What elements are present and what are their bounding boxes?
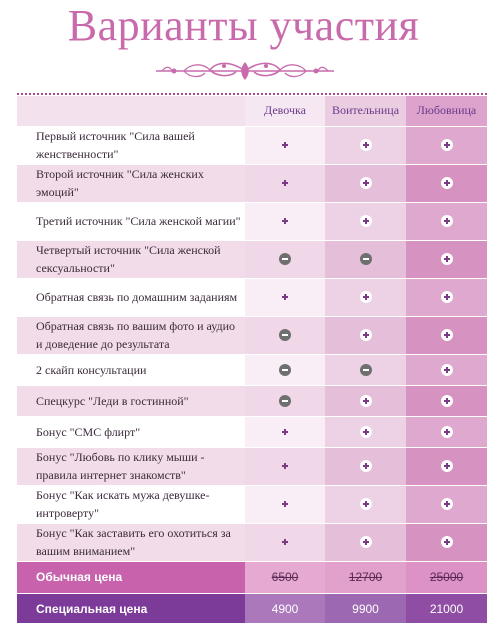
feature-cell-devochka bbox=[245, 316, 325, 354]
feature-cell-voitelnitsa bbox=[325, 523, 406, 561]
feature-cell-devochka bbox=[245, 523, 325, 561]
table-row bbox=[17, 164, 487, 202]
feature-cell-voitelnitsa bbox=[325, 202, 406, 240]
feature-label: Обратная связь по домашним заданиям bbox=[17, 278, 245, 316]
dotted-divider bbox=[17, 93, 487, 95]
special-price-lyubovnitsa: 21000 bbox=[406, 593, 487, 623]
table-row bbox=[17, 126, 487, 164]
feature-cell-devochka bbox=[245, 385, 325, 416]
plus-icon bbox=[360, 536, 372, 548]
feature-cell-lyubovnitsa bbox=[406, 447, 487, 485]
feature-label: Бонус "Любовь по клику мыши - правила интернет знакомств" bbox=[17, 447, 245, 485]
table-row bbox=[17, 447, 487, 485]
page-title: Варианты участия bbox=[67, 1, 420, 50]
feature-cell-lyubovnitsa bbox=[406, 354, 487, 385]
feature-cell-lyubovnitsa bbox=[406, 416, 487, 447]
feature-cell-lyubovnitsa bbox=[406, 202, 487, 240]
feature-label: Бонус "СМС флирт" bbox=[17, 416, 245, 447]
plus-icon bbox=[441, 329, 453, 341]
column-header-devochka: Девочка bbox=[245, 96, 325, 126]
feature-cell-voitelnitsa bbox=[325, 240, 406, 278]
plus-icon bbox=[279, 460, 291, 472]
feature-cell-devochka bbox=[245, 240, 325, 278]
table-row bbox=[17, 416, 487, 447]
special-price-row bbox=[17, 593, 487, 623]
table-row bbox=[17, 523, 487, 561]
feature-cell-devochka bbox=[245, 278, 325, 316]
feature-cell-lyubovnitsa bbox=[406, 278, 487, 316]
minus-icon bbox=[279, 364, 291, 376]
plus-icon bbox=[441, 498, 453, 510]
feature-label: Бонус "Как искать мужа девушке-интроверту" bbox=[17, 485, 245, 523]
feature-cell-lyubovnitsa bbox=[406, 316, 487, 354]
feature-cell-voitelnitsa bbox=[325, 354, 406, 385]
regular-price-lyubovnitsa: 25000 bbox=[406, 561, 487, 593]
feature-cell-voitelnitsa bbox=[325, 416, 406, 447]
feature-label: Третий источник "Сила женской магии" bbox=[17, 202, 245, 240]
column-header-lyubovnitsa: Любовница bbox=[406, 96, 487, 126]
plus-icon bbox=[360, 395, 372, 407]
feature-cell-devochka bbox=[245, 126, 325, 164]
feature-cell-lyubovnitsa bbox=[406, 385, 487, 416]
feature-cell-lyubovnitsa bbox=[406, 126, 487, 164]
plus-icon bbox=[441, 536, 453, 548]
column-header-voitelnitsa: Воительница bbox=[325, 96, 406, 126]
plus-icon bbox=[279, 536, 291, 548]
pricing-table bbox=[17, 96, 487, 623]
plus-icon bbox=[441, 426, 453, 438]
minus-icon bbox=[360, 253, 372, 265]
regular-price-row bbox=[17, 561, 487, 593]
plus-icon bbox=[441, 177, 453, 189]
minus-icon bbox=[279, 395, 291, 407]
special-price-label: Специальная цена bbox=[17, 593, 245, 623]
floral-divider-icon bbox=[150, 58, 340, 84]
plus-icon bbox=[279, 139, 291, 151]
feature-cell-lyubovnitsa bbox=[406, 485, 487, 523]
plus-icon bbox=[360, 329, 372, 341]
table-header-row bbox=[17, 96, 487, 126]
feature-cell-voitelnitsa bbox=[325, 278, 406, 316]
feature-cell-devochka bbox=[245, 485, 325, 523]
feature-cell-voitelnitsa bbox=[325, 447, 406, 485]
feature-label: Спецкурс "Леди в гостинной" bbox=[17, 385, 245, 416]
plus-icon bbox=[441, 215, 453, 227]
feature-cell-lyubovnitsa bbox=[406, 164, 487, 202]
feature-cell-voitelnitsa bbox=[325, 126, 406, 164]
feature-cell-devochka bbox=[245, 416, 325, 447]
feature-label: Первый источник "Сила вашей женственности" bbox=[17, 126, 245, 164]
plus-icon bbox=[360, 426, 372, 438]
table-row bbox=[17, 354, 487, 385]
feature-cell-voitelnitsa bbox=[325, 164, 406, 202]
feature-label: Второй источник "Сила женских эмоций" bbox=[17, 164, 245, 202]
table-row bbox=[17, 385, 487, 416]
feature-label: 2 скайп консультации bbox=[17, 354, 245, 385]
feature-label: Обратная связь по вашим фото и аудио и доведение до результата bbox=[17, 316, 245, 354]
plus-icon bbox=[360, 460, 372, 472]
plus-icon bbox=[279, 215, 291, 227]
plus-icon bbox=[441, 291, 453, 303]
plus-icon bbox=[360, 139, 372, 151]
feature-cell-lyubovnitsa bbox=[406, 523, 487, 561]
feature-cell-voitelnitsa bbox=[325, 485, 406, 523]
regular-price-voitelnitsa: 12700 bbox=[325, 561, 406, 593]
feature-cell-lyubovnitsa bbox=[406, 240, 487, 278]
table-row bbox=[17, 240, 487, 278]
plus-icon bbox=[441, 139, 453, 151]
minus-icon bbox=[279, 253, 291, 265]
plus-icon bbox=[360, 177, 372, 189]
plus-icon bbox=[360, 498, 372, 510]
regular-price-label: Обычная цена bbox=[17, 561, 245, 593]
header-feature-cell bbox=[17, 96, 245, 126]
table-row bbox=[17, 485, 487, 523]
feature-cell-devochka bbox=[245, 354, 325, 385]
plus-icon bbox=[279, 291, 291, 303]
feature-cell-devochka bbox=[245, 164, 325, 202]
table-row bbox=[17, 278, 487, 316]
plus-icon bbox=[360, 291, 372, 303]
minus-icon bbox=[360, 364, 372, 376]
plus-icon bbox=[279, 498, 291, 510]
special-price-voitelnitsa: 9900 bbox=[325, 593, 406, 623]
minus-icon bbox=[279, 329, 291, 341]
table-row bbox=[17, 316, 487, 354]
plus-icon bbox=[279, 426, 291, 438]
special-price-devochka: 4900 bbox=[245, 593, 325, 623]
feature-cell-voitelnitsa bbox=[325, 385, 406, 416]
feature-label: Бонус "Как заставить его охотиться за вашим вниманием" bbox=[17, 523, 245, 561]
table-row bbox=[17, 202, 487, 240]
plus-icon bbox=[441, 395, 453, 407]
feature-cell-devochka bbox=[245, 202, 325, 240]
plus-icon bbox=[441, 364, 453, 376]
feature-label: Четвертый источник "Сила женской сексуальности" bbox=[17, 240, 245, 278]
plus-icon bbox=[441, 460, 453, 472]
feature-cell-devochka bbox=[245, 447, 325, 485]
plus-icon bbox=[441, 253, 453, 265]
plus-icon bbox=[360, 215, 372, 227]
feature-cell-voitelnitsa bbox=[325, 316, 406, 354]
plus-icon bbox=[279, 177, 291, 189]
regular-price-devochka: 6500 bbox=[245, 561, 325, 593]
